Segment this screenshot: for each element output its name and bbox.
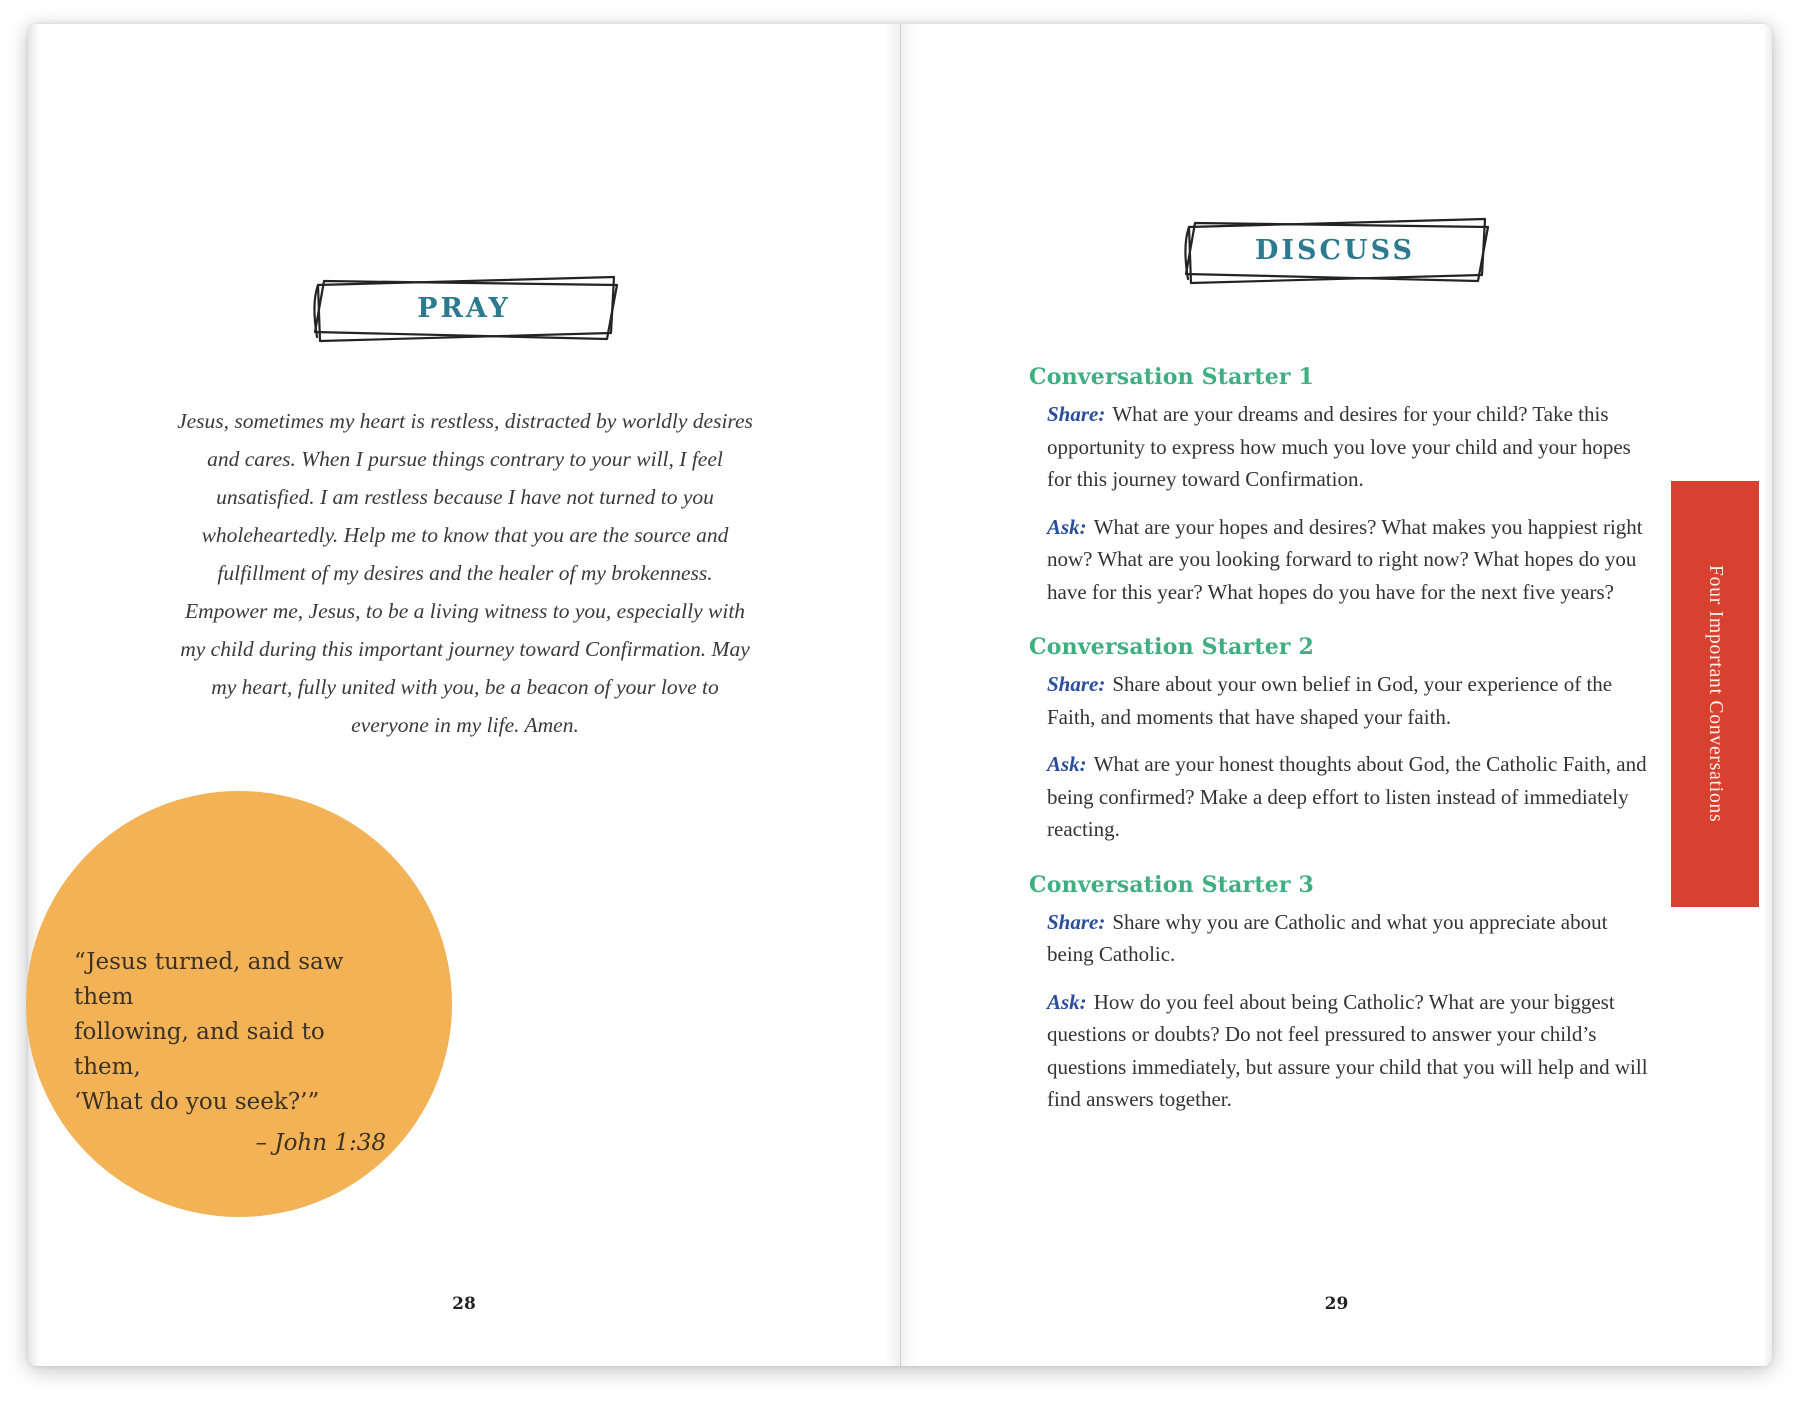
share-label: Share:	[1047, 672, 1106, 696]
chapter-side-tab-label: Four Important Conversations	[1705, 565, 1726, 823]
ask-text: What are your honest thoughts about God, the Catholic Faith, and being confirmed? Make a deep effort to listen instead of immediately reacting.	[1047, 752, 1647, 841]
ask-text: How do you feel about being Catholic? What are your biggest questions or doubts? Do not feel pressured to answer your child’s questions immediately, but assure your child that you will help and will find answers together.	[1047, 989, 1648, 1111]
discuss-section-box	[1179, 213, 1491, 287]
ask-paragraph	[1029, 986, 1653, 1116]
ask-paragraph	[1029, 748, 1653, 846]
scripture-quote	[74, 945, 386, 1161]
page-number-left: 28	[452, 1294, 476, 1314]
starter-title: Conversation Starter 2	[1029, 634, 1315, 660]
ask-label: Ask:	[1047, 752, 1087, 776]
starter-title: Conversation Starter 1	[1029, 364, 1315, 390]
share-paragraph	[1029, 906, 1653, 971]
pray-heading: PRAY	[417, 292, 511, 324]
share-label: Share:	[1047, 909, 1106, 934]
page-number-right: 29	[1324, 1294, 1349, 1314]
quote-attribution: – John 1:38	[255, 1130, 386, 1156]
ask-label: Ask:	[1047, 514, 1087, 539]
share-text: Share about your own belief in God, your experience of the Faith, and moments that have shaped your faith.	[1047, 672, 1613, 729]
conversation-starter-2	[1029, 634, 1653, 846]
discuss-heading: DISCUSS	[1255, 234, 1415, 266]
starter-title: Conversation Starter 3	[1029, 871, 1315, 898]
chapter-side-tab	[1671, 481, 1759, 907]
ask-paragraph	[1029, 511, 1653, 609]
discussion-content	[1029, 364, 1653, 1120]
share-label: Share:	[1047, 402, 1106, 426]
book-spread	[28, 24, 1772, 1366]
share-paragraph	[1029, 398, 1653, 496]
share-text: What are your dreams and desires for your child? Take this opportunity to express how much you love your child and your hopes for this journey toward Confirmation.	[1047, 402, 1631, 491]
quote-line: “Jesus turned, and saw them	[74, 949, 344, 1010]
quote-line: ‘What do you seek?’”	[74, 1089, 320, 1115]
ask-text: What are your hopes and desires? What makes you happiest right now? What are you looking forward to right now? What hopes do you have for this year? What hopes do you have for the next five years?	[1047, 514, 1643, 604]
ask-label: Ask:	[1047, 989, 1087, 1014]
quote-line: following, and said to them,	[74, 1019, 325, 1080]
left-page	[28, 24, 901, 1366]
share-paragraph	[1029, 668, 1653, 733]
conversation-starter-1	[1029, 364, 1653, 608]
conversation-starter-3	[1029, 872, 1653, 1116]
right-page	[901, 24, 1772, 1366]
prayer-text: Jesus, sometimes my heart is restless, distracted by worldly desires and cares. When I pursue things contrary to your will, I feel unsatisfied. I am restless because I have not turned to you wholeheartedly. Help me to know that you are the source and fulfillment of my desires and the healer of my brokenness. Empower me, Jesus, to be a living witness to you, especially with my child during this important journey toward Confirmation. May my heart, fully united with you, be a beacon of your love to everyone in my life. Amen.	[177, 409, 753, 737]
pray-section-box	[308, 271, 620, 345]
share-text: Share why you are Catholic and what you appreciate about being Catholic.	[1047, 909, 1608, 966]
